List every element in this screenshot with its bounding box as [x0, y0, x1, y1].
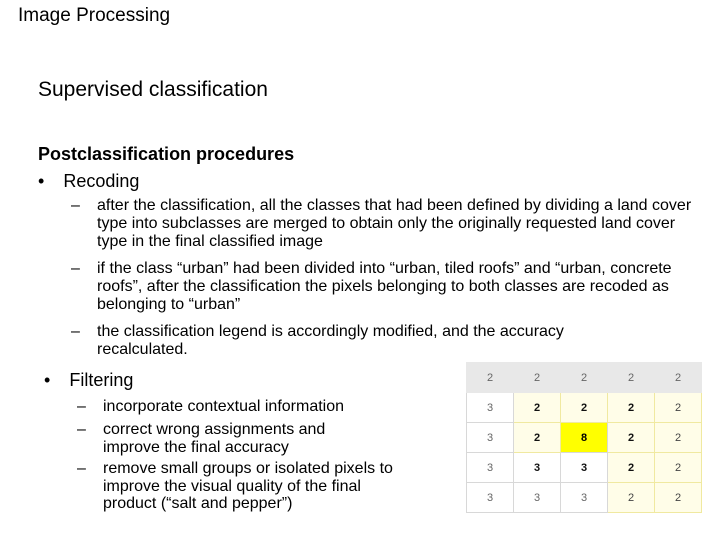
filtering-item: [77, 421, 363, 456]
filtering-item-text: remove small groups or isolated pixels to improve the visual quality of the final product (“salt and pepper”): [103, 460, 393, 512]
grid-cell: 3: [561, 483, 608, 513]
grid-cell: 2: [655, 453, 702, 483]
grid-cell: 2: [608, 363, 655, 393]
grid-cell: 2: [655, 363, 702, 393]
grid-cell: 3: [514, 483, 561, 513]
section-heading: Postclassification procedures: [38, 144, 295, 164]
dash-marker: –: [77, 398, 86, 415]
grid-cell: 2: [561, 393, 608, 423]
grid-cell: 2: [467, 363, 514, 393]
recoding-item-text: if the class “urban” had been divided into “urban, tiled roofs” and “urban, concrete roofs”, after the classification the pixels belonging to both classes are recoded as belonging to “urban”: [97, 260, 672, 313]
grid-cell: 2: [608, 453, 655, 483]
pixel-grid: [466, 362, 702, 513]
grid-cell: 2: [514, 423, 561, 453]
grid-row: [467, 483, 702, 513]
bullet-marker: •: [44, 370, 51, 390]
recoding-item: [71, 323, 637, 359]
filtering-item: [77, 460, 418, 513]
grid-cell: 3: [467, 483, 514, 513]
grid-cell: 3: [514, 453, 561, 483]
bullet-label: Filtering: [69, 370, 134, 390]
dash-marker: –: [77, 460, 86, 477]
bullet-label: Recoding: [63, 171, 140, 191]
grid-cell: 2: [655, 393, 702, 423]
dash-marker: –: [71, 323, 80, 340]
grid-cell: 3: [561, 453, 608, 483]
recoding-item-text: after the classification, all the classes that had been defined by dividing a land cover type into subclasses are merged to obtain only the originally requested land cover type in the final classified image: [97, 197, 692, 250]
grid-row: [467, 423, 702, 453]
recoding-item-text: the classification legend is accordingly modified, and the accuracy recalculated.: [97, 323, 564, 358]
filtering-item: [77, 398, 423, 416]
slide-title: Supervised classification: [38, 78, 268, 101]
grid-cell: 2: [514, 393, 561, 423]
grid-row: [467, 453, 702, 483]
grid-cell: 2: [655, 483, 702, 513]
bullet-recoding: [38, 171, 139, 192]
dash-marker: –: [71, 260, 80, 277]
bullet-marker: •: [38, 171, 45, 191]
grid-cell: 3: [467, 453, 514, 483]
recoding-item: [71, 260, 697, 314]
filtering-item-text: correct wrong assignments and improve the final accuracy: [103, 421, 326, 456]
grid-cell: 2: [608, 483, 655, 513]
dash-marker: –: [71, 197, 80, 214]
grid-cell: 2: [655, 423, 702, 453]
grid-cell: 3: [467, 393, 514, 423]
slide-header: Image Processing: [18, 5, 171, 26]
grid-row: [467, 363, 702, 393]
grid-row: [467, 393, 702, 423]
grid-cell: 3: [467, 423, 514, 453]
dash-marker: –: [77, 421, 86, 438]
recoding-item: [71, 197, 697, 251]
grid-cell: 2: [608, 393, 655, 423]
grid-cell: 2: [561, 363, 608, 393]
grid-cell: 2: [608, 423, 655, 453]
filtering-item-text: incorporate contextual information: [103, 398, 345, 415]
grid-cell-highlighted: 8: [561, 423, 608, 453]
bullet-filtering: [44, 370, 133, 391]
grid-cell: 2: [514, 363, 561, 393]
